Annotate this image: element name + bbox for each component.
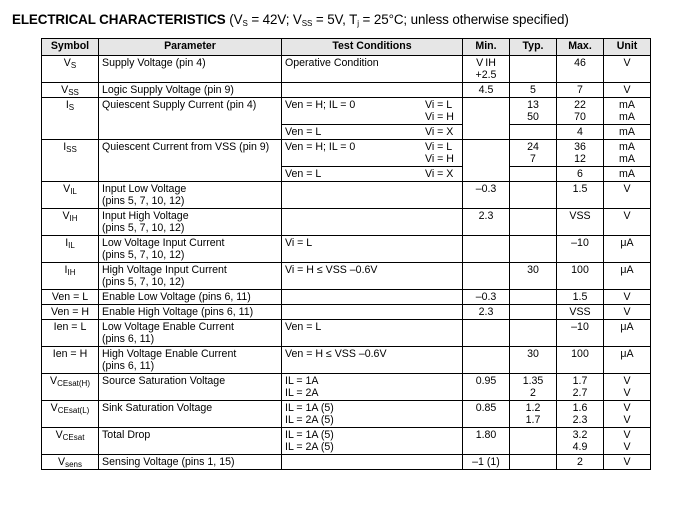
- cell-max: 1.7 2.7: [557, 374, 604, 401]
- cell-min: V IH +2.5: [463, 56, 510, 83]
- cell-unit: V: [604, 209, 651, 236]
- cell-min: [463, 263, 510, 290]
- header-row: [42, 39, 651, 56]
- cell-max: 4: [557, 125, 604, 140]
- cell-unit: V: [604, 83, 651, 98]
- test-condition-right: Vi = X: [425, 168, 454, 180]
- cell-typ: [510, 290, 557, 305]
- cell-parameter: Quiescent Current from VSS (pin 9): [99, 140, 282, 182]
- cell-min: –0.3: [463, 290, 510, 305]
- cell-min: –1 (1): [463, 455, 510, 470]
- cell-symbol: [42, 182, 99, 209]
- table-row: [42, 428, 651, 455]
- table-row: [42, 83, 651, 98]
- cell-min: 0.95: [463, 374, 510, 401]
- symbol-subscript: sens: [65, 460, 82, 469]
- test-condition-left: Ven = H ≤ VSS –0.6V: [285, 348, 387, 360]
- symbol-text: Ien = L: [53, 321, 87, 333]
- cell-typ: [510, 125, 557, 140]
- symbol-text: V: [50, 402, 58, 414]
- cell-test-conditions: [282, 263, 463, 290]
- cell-unit: mA: [604, 167, 651, 182]
- table-row: [42, 455, 651, 470]
- table-row: [42, 305, 651, 320]
- cell-max: 100: [557, 263, 604, 290]
- cell-symbol: [42, 428, 99, 455]
- symbol-text: V: [63, 183, 71, 195]
- cell-symbol: [42, 236, 99, 263]
- test-condition-left: Vi = H ≤ VSS –0.6V: [285, 264, 378, 276]
- table-row: [42, 236, 651, 263]
- cell-parameter: Total Drop: [99, 428, 282, 455]
- cell-max: VSS: [557, 209, 604, 236]
- header-parameter: Parameter: [99, 39, 282, 56]
- test-condition-right: [425, 375, 459, 399]
- symbol-subscript: CEsat: [62, 433, 85, 442]
- table-row: [42, 56, 651, 83]
- cell-min: 2.3: [463, 209, 510, 236]
- cell-test-conditions: [282, 401, 463, 428]
- cell-min: [463, 347, 510, 374]
- cell-typ: [510, 455, 557, 470]
- cell-symbol: [42, 401, 99, 428]
- cell-max: 2: [557, 455, 604, 470]
- cell-max: 1.5: [557, 290, 604, 305]
- header-max: Max.: [557, 39, 604, 56]
- cell-unit: μA: [604, 347, 651, 374]
- cell-max: –10: [557, 236, 604, 263]
- test-condition-left: Ven = L: [285, 126, 322, 138]
- cell-typ: 1.35 2: [510, 374, 557, 401]
- symbol-text: Ven = L: [51, 291, 89, 303]
- symbol-subscript: SS: [68, 88, 79, 97]
- symbol-text: V: [55, 429, 63, 441]
- test-condition-right: [425, 237, 459, 249]
- cell-parameter: Sensing Voltage (pins 1, 15): [99, 455, 282, 470]
- cell-parameter: Quiescent Supply Current (pin 4): [99, 98, 282, 140]
- characteristics-table: [41, 38, 651, 470]
- cell-test-conditions: [282, 347, 463, 374]
- cell-typ: 30: [510, 263, 557, 290]
- test-condition-left: Vi = L: [285, 237, 313, 249]
- cell-symbol: [42, 374, 99, 401]
- cell-max: 36 12: [557, 140, 604, 167]
- symbol-subscript: CEsat(H): [57, 379, 90, 388]
- cell-min: [463, 236, 510, 263]
- table-row: [42, 182, 651, 209]
- cell-symbol: [42, 455, 99, 470]
- table-row: [42, 98, 651, 125]
- cell-unit: μA: [604, 320, 651, 347]
- test-condition-left: Operative Condition: [285, 57, 379, 69]
- test-condition-left: Ven = L: [285, 168, 322, 180]
- cell-typ: [510, 209, 557, 236]
- cell-test-conditions: [282, 98, 463, 125]
- cell-unit: V: [604, 455, 651, 470]
- cell-min: 1.80: [463, 428, 510, 455]
- table-row: [42, 401, 651, 428]
- cell-unit: μA: [604, 263, 651, 290]
- symbol-subscript: IH: [67, 268, 76, 277]
- cell-unit: V: [604, 56, 651, 83]
- table-row: [42, 209, 651, 236]
- cell-symbol: [42, 320, 99, 347]
- symbol-text: Ven = H: [51, 306, 89, 318]
- cell-parameter: Enable High Voltage (pins 6, 11): [99, 305, 282, 320]
- cell-test-conditions: [282, 236, 463, 263]
- table-row: [42, 290, 651, 305]
- test-condition-right: [425, 429, 459, 453]
- cell-min: [463, 98, 510, 140]
- cell-typ: [510, 305, 557, 320]
- header-symbol: Symbol: [42, 39, 99, 56]
- cell-min: 0.85: [463, 401, 510, 428]
- test-condition-right: [425, 264, 459, 276]
- cell-typ: 30: [510, 347, 557, 374]
- cell-symbol: [42, 56, 99, 83]
- cell-unit: mA mA: [604, 140, 651, 167]
- cell-max: –10: [557, 320, 604, 347]
- test-condition-left: Ven = H; IL = 0: [285, 99, 356, 111]
- cell-test-conditions: [282, 320, 463, 347]
- cell-parameter: Logic Supply Voltage (pin 9): [99, 83, 282, 98]
- cell-unit: mA: [604, 125, 651, 140]
- cell-max: 1.6 2.3: [557, 401, 604, 428]
- header-unit: Unit: [604, 39, 651, 56]
- symbol-text: I: [63, 141, 67, 153]
- symbol-text: V: [58, 456, 66, 468]
- cell-test-conditions: [282, 167, 463, 182]
- symbol-text: I: [65, 237, 69, 249]
- table-row: [42, 320, 651, 347]
- cell-max: 100: [557, 347, 604, 374]
- cell-max: 1.5: [557, 182, 604, 209]
- test-condition-left: IL = 1A (5) IL = 2A (5): [285, 402, 334, 426]
- cell-test-conditions: [282, 83, 463, 98]
- table-row: [42, 374, 651, 401]
- cell-parameter: Input Low Voltage (pins 5, 7, 10, 12): [99, 182, 282, 209]
- test-condition-right: [425, 57, 459, 69]
- cell-symbol: [42, 263, 99, 290]
- cell-max: 6: [557, 167, 604, 182]
- symbol-subscript: SS: [66, 145, 77, 154]
- cell-max: 3.2 4.9: [557, 428, 604, 455]
- cell-test-conditions: [282, 455, 463, 470]
- header-test-conditions: Test Conditions: [282, 39, 463, 56]
- symbol-subscript: S: [70, 61, 77, 70]
- symbol-subscript: IL: [68, 241, 75, 250]
- cell-typ: 5: [510, 83, 557, 98]
- cell-unit: V V: [604, 428, 651, 455]
- table-row: [42, 263, 651, 290]
- title-bold: ELECTRICAL CHARACTERISTICS: [12, 12, 226, 27]
- symbol-text: V: [62, 210, 70, 222]
- cell-parameter: Low Voltage Input Current (pins 5, 7, 10, 12): [99, 236, 282, 263]
- cell-test-conditions: [282, 290, 463, 305]
- test-condition-right: Vi = L Vi = H: [425, 141, 454, 165]
- cell-symbol: [42, 98, 99, 140]
- cell-symbol: [42, 209, 99, 236]
- test-condition-left: Ven = H; IL = 0: [285, 141, 356, 153]
- test-condition-left: IL = 1A (5) IL = 2A (5): [285, 429, 334, 453]
- test-condition-left: IL = 1A IL = 2A: [285, 375, 319, 399]
- cell-min: [463, 320, 510, 347]
- cell-unit: V: [604, 305, 651, 320]
- cell-unit: mA mA: [604, 98, 651, 125]
- cell-test-conditions: [282, 209, 463, 236]
- table-row: [42, 347, 651, 374]
- symbol-subscript: CEsat(L): [57, 406, 90, 415]
- test-condition-right: Vi = L Vi = H: [425, 99, 454, 123]
- cell-parameter: Enable Low Voltage (pins 6, 11): [99, 290, 282, 305]
- cell-test-conditions: [282, 374, 463, 401]
- cell-min: [463, 140, 510, 182]
- cell-min: –0.3: [463, 182, 510, 209]
- symbol-text: Ien = H: [52, 348, 88, 360]
- cell-typ: [510, 236, 557, 263]
- test-condition-right: [425, 402, 459, 426]
- cell-test-conditions: [282, 428, 463, 455]
- symbol-text: V: [61, 84, 69, 96]
- cell-max: 46: [557, 56, 604, 83]
- cell-typ: [510, 167, 557, 182]
- table-body: [42, 56, 651, 470]
- test-condition-left: Ven = L: [285, 321, 322, 333]
- cell-unit: V V: [604, 374, 651, 401]
- cell-min: 4.5: [463, 83, 510, 98]
- cell-symbol: [42, 140, 99, 182]
- cell-symbol: [42, 290, 99, 305]
- header-min: Min.: [463, 39, 510, 56]
- cell-unit: V V: [604, 401, 651, 428]
- table-row: [42, 140, 651, 167]
- cell-unit: V: [604, 182, 651, 209]
- cell-unit: V: [604, 290, 651, 305]
- cell-unit: μA: [604, 236, 651, 263]
- symbol-text: I: [65, 99, 69, 111]
- symbol-subscript: IH: [69, 214, 78, 223]
- cell-max: 7: [557, 83, 604, 98]
- cell-parameter: Source Saturation Voltage: [99, 374, 282, 401]
- cell-parameter: Sink Saturation Voltage: [99, 401, 282, 428]
- cell-symbol: [42, 305, 99, 320]
- cell-typ: [510, 56, 557, 83]
- section-title: ELECTRICAL CHARACTERISTICS ($V_S = 42V$; $V_{SS} = 5V$, $T_j = 25^\circ C$; unless otherwise specified): [12, 12, 569, 28]
- test-condition-right: [425, 321, 459, 333]
- cell-max: 22 70: [557, 98, 604, 125]
- cell-test-conditions: [282, 140, 463, 167]
- header-typ: Typ.: [510, 39, 557, 56]
- cell-typ: 24 7: [510, 140, 557, 167]
- symbol-subscript: IL: [70, 187, 77, 196]
- symbol-text: V: [50, 375, 58, 387]
- cell-test-conditions: [282, 125, 463, 140]
- cell-symbol: [42, 83, 99, 98]
- test-condition-right: [425, 348, 459, 360]
- cell-parameter: Low Voltage Enable Current (pins 6, 11): [99, 320, 282, 347]
- symbol-text: V: [63, 57, 71, 69]
- cell-test-conditions: [282, 305, 463, 320]
- cell-test-conditions: [282, 56, 463, 83]
- cell-min: 2.3: [463, 305, 510, 320]
- cell-typ: [510, 320, 557, 347]
- cell-symbol: [42, 347, 99, 374]
- cell-max: VSS: [557, 305, 604, 320]
- cell-typ: [510, 182, 557, 209]
- cell-parameter: High Voltage Input Current (pins 5, 7, 10, 12): [99, 263, 282, 290]
- cell-typ: 1.2 1.7: [510, 401, 557, 428]
- cell-typ: 13 50: [510, 98, 557, 125]
- cell-parameter: Input High Voltage (pins 5, 7, 10, 12): [99, 209, 282, 236]
- symbol-subscript: S: [68, 103, 75, 112]
- cell-parameter: Supply Voltage (pin 4): [99, 56, 282, 83]
- cell-parameter: High Voltage Enable Current (pins 6, 11): [99, 347, 282, 374]
- test-condition-right: Vi = X: [425, 126, 454, 138]
- cell-typ: [510, 428, 557, 455]
- symbol-text: I: [64, 264, 68, 276]
- cell-test-conditions: [282, 182, 463, 209]
